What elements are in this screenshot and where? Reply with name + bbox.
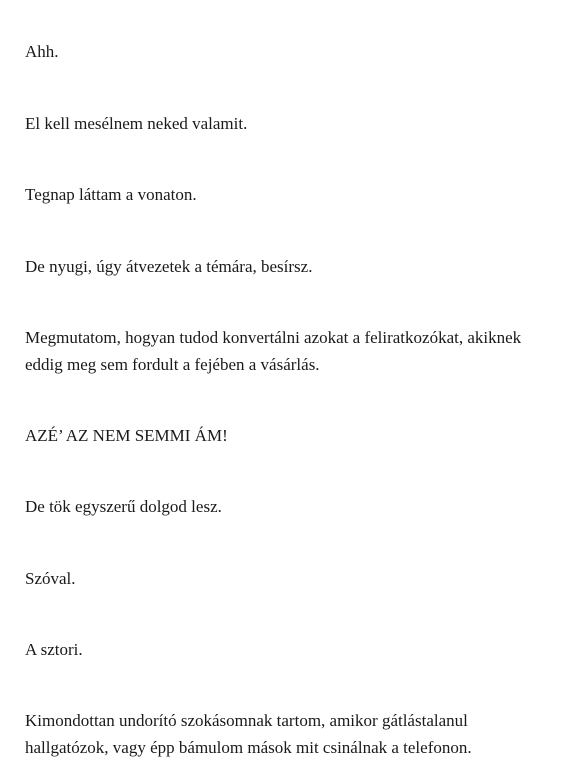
- paragraph-6: [25, 422, 555, 449]
- paragraph-2: [25, 110, 555, 137]
- paragraph-line: De tök egyszerű dolgod lesz.: [25, 497, 222, 516]
- paragraph-line: Ahh.: [25, 42, 59, 61]
- paragraph-4: [25, 253, 555, 280]
- paragraph-line: Kimondottan undorító szokásomnak tartom, amikor gátlástalanul: [25, 711, 468, 730]
- paragraph-8: [25, 565, 555, 592]
- paragraph-5: [25, 324, 555, 378]
- paragraph-10: [25, 707, 555, 761]
- paragraph-3: [25, 181, 555, 208]
- paragraph-line: eddig meg sem fordult a fejében a vásárlás.: [25, 355, 320, 374]
- paragraph-7: [25, 493, 555, 520]
- paragraph-1: [25, 38, 555, 65]
- paragraph-line: El kell mesélnem neked valamit.: [25, 114, 248, 133]
- paragraph-line: Tegnap láttam a vonaton.: [25, 185, 197, 204]
- paragraph-line: hallgatózok, vagy épp bámulom mások mit csinálnak a telefonon.: [25, 738, 472, 757]
- paragraph-line: Megmutatom, hogyan tudod konvertálni azokat a feliratkozókat, akiknek: [25, 328, 522, 347]
- paragraph-line: Szóval.: [25, 569, 76, 588]
- paragraph-line: A sztori.: [25, 640, 83, 659]
- paragraph-line: De nyugi, úgy átvezetek a témára, besírsz.: [25, 257, 313, 276]
- paragraph-line: AZÉ’ AZ NEM SEMMI ÁM!: [25, 426, 228, 445]
- paragraph-9: [25, 636, 555, 663]
